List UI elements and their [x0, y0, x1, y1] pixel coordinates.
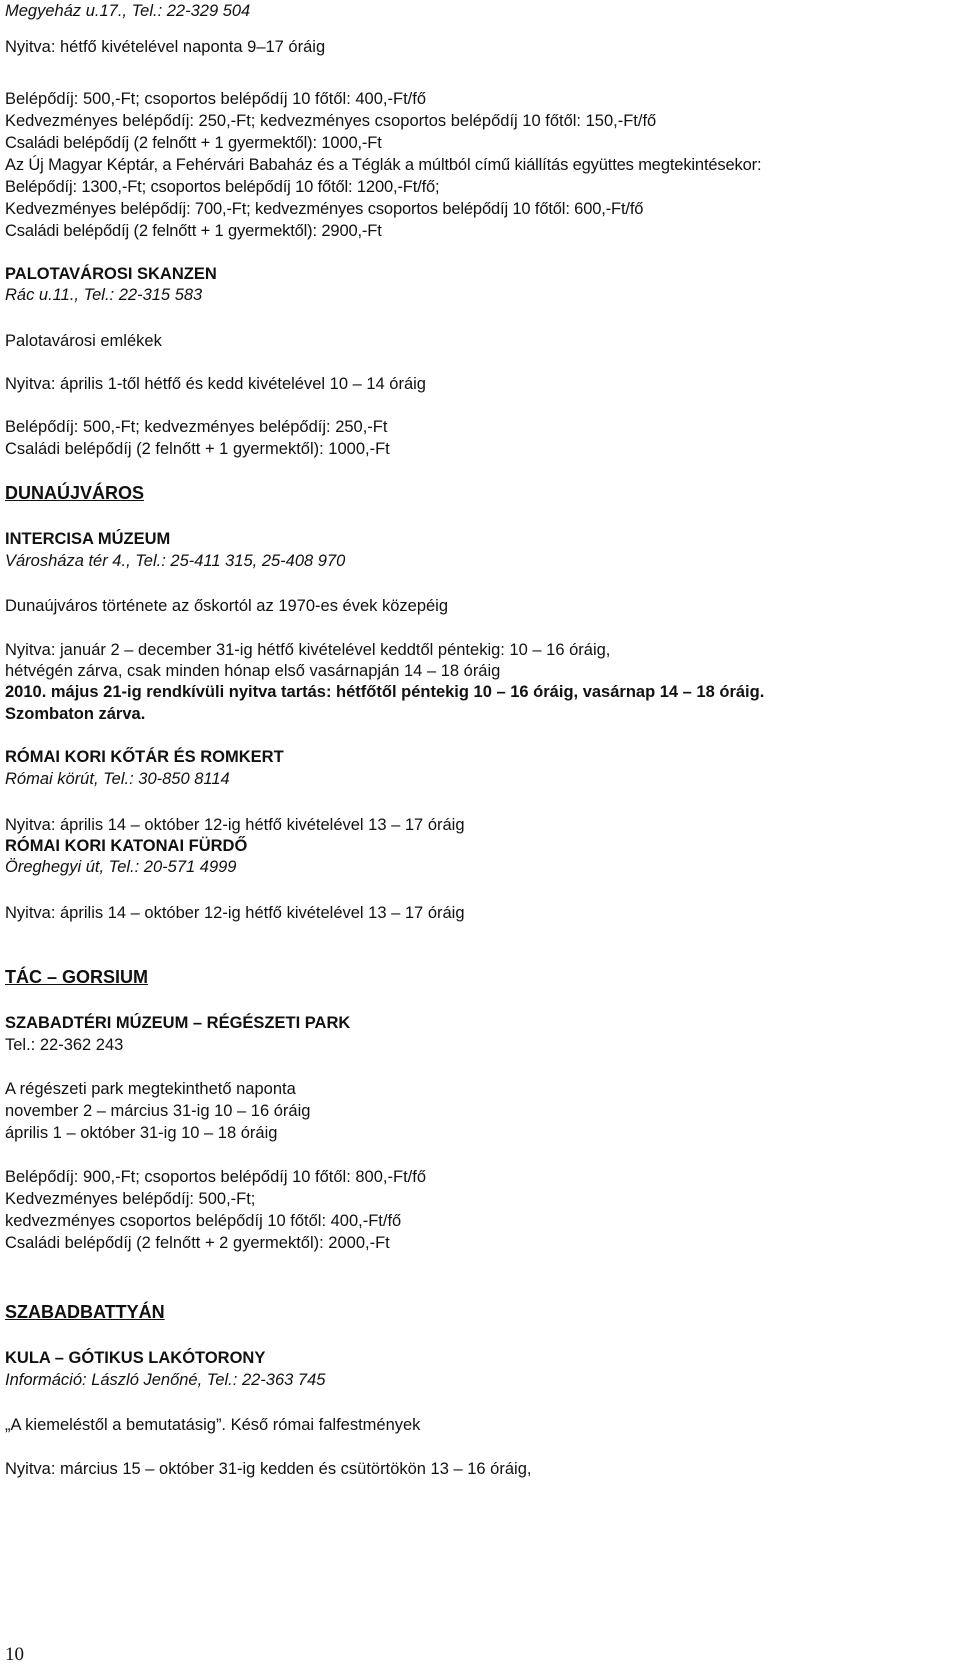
opening-hours: hétvégén zárva, csak minden hónap első vasárnapján 14 – 18 óráig [5, 662, 501, 680]
address-line: Római körút, Tel.: 30-850 8114 [5, 770, 230, 788]
exhibition-title: Dunaújváros története az őskortól az 1970-es évek közepéig [5, 597, 449, 615]
museum-title: RÓMAI KORI KATONAI FÜRDŐ [5, 837, 248, 855]
address-line: Rác u.11., Tel.: 22-315 583 [5, 286, 203, 304]
opening-hours: november 2 – március 31-ig 10 – 16 óráig [5, 1102, 311, 1120]
address-line: Városháza tér 4., Tel.: 25-411 315, 25-408 970 [5, 552, 346, 570]
museum-title: PALOTAVÁROSI SKANZEN [5, 265, 217, 283]
opening-hours: Nyitva: április 1-től hétfő és kedd kivételével 10 – 14 óráig [5, 375, 426, 393]
city-heading: DUNAÚJVÁROS [5, 483, 145, 503]
fee-line: Családi belépődíj (2 felnőtt + 1 gyermektől): 2900,-Ft [5, 222, 382, 240]
address-line: Megyeház u.17., Tel.: 22-329 504 [5, 2, 251, 20]
fee-line: kedvezményes csoportos belépődíj 10 főtől: 400,-Ft/fő [5, 1212, 402, 1230]
opening-hours: Nyitva: március 15 – október 31-ig kedden és csütörtökön 13 – 16 óráig, [5, 1460, 532, 1478]
city-heading: SZABADBATTYÁN [5, 1302, 165, 1322]
museum-title: KULA – GÓTIKUS LAKÓTORONY [5, 1349, 266, 1367]
fee-line: Kedvezményes belépődíj: 500,-Ft; [5, 1190, 256, 1208]
museum-title: RÓMAI KORI KŐTÁR ÉS ROMKERT [5, 748, 284, 766]
fee-line: Belépődíj: 900,-Ft; csoportos belépődíj 10 főtől: 800,-Ft/fő [5, 1168, 426, 1186]
address-line: Tel.: 22-362 243 [5, 1036, 124, 1054]
opening-hours: április 1 – október 31-ig 10 – 18 óráig [5, 1124, 278, 1142]
fee-line: Belépődíj: 500,-Ft; csoportos belépődíj 10 főtől: 400,-Ft/fő [5, 90, 426, 108]
fee-line: Belépődíj: 1300,-Ft; csoportos belépődíj 10 főtől: 1200,-Ft/fő; [5, 178, 440, 196]
fee-line: Családi belépődíj (2 felnőtt + 1 gyermektől): 1000,-Ft [5, 440, 390, 458]
fee-line: Családi belépődíj (2 felnőtt + 2 gyermektől): 2000,-Ft [5, 1234, 390, 1252]
address-line: Öreghegyi út, Tel.: 20-571 4999 [5, 858, 237, 876]
fee-line: Kedvezményes belépődíj: 250,-Ft; kedvezményes csoportos belépődíj 10 főtől: 150,-Ft/fő [5, 112, 657, 130]
special-hours: 2010. május 21-ig rendkívüli nyitva tartás: hétfőtől péntekig 10 – 16 óráig, vasárnap 14 – 18 óráig. [5, 683, 765, 701]
fee-line: Kedvezményes belépődíj: 700,-Ft; kedvezményes csoportos belépődíj 10 főtől: 600,-Ft/fő [5, 200, 644, 218]
address-line: Információ: László Jenőné, Tel.: 22-363 745 [5, 1371, 326, 1389]
opening-hours: A régészeti park megtekinthető naponta [5, 1080, 296, 1098]
fee-line: Belépődíj: 500,-Ft; kedvezményes belépődíj: 250,-Ft [5, 418, 388, 436]
combined-ticket-line: Az Új Magyar Képtár, a Fehérvári Babaház és a Téglák a múltból című kiállítás együttes megtekintésekor: [5, 156, 762, 174]
exhibition-title: „A kiemeléstől a bemutatásig”. Késő római falfestmények [5, 1416, 421, 1434]
opening-hours: Nyitva: április 14 – október 12-ig hétfő kivételével 13 – 17 óráig [5, 816, 465, 834]
opening-hours: Nyitva: április 14 – október 12-ig hétfő kivételével 13 – 17 óráig [5, 904, 465, 922]
opening-hours: Nyitva: január 2 – december 31-ig hétfő kivételével keddtől péntekig: 10 – 16 óráig, [5, 641, 611, 659]
museum-title: SZABADTÉRI MÚZEUM – RÉGÉSZETI PARK [5, 1014, 351, 1032]
city-heading: TÁC – GORSIUM [5, 967, 149, 987]
page-number: 10 [5, 1644, 24, 1665]
fee-line: Családi belépődíj (2 felnőtt + 1 gyermektől): 1000,-Ft [5, 134, 382, 152]
museum-title: INTERCISA MÚZEUM [5, 530, 171, 548]
opening-hours: Nyitva: hétfő kivételével naponta 9–17 óráig [5, 38, 326, 56]
special-hours: Szombaton zárva. [5, 705, 146, 723]
exhibition-title: Palotavárosi emlékek [5, 332, 162, 350]
